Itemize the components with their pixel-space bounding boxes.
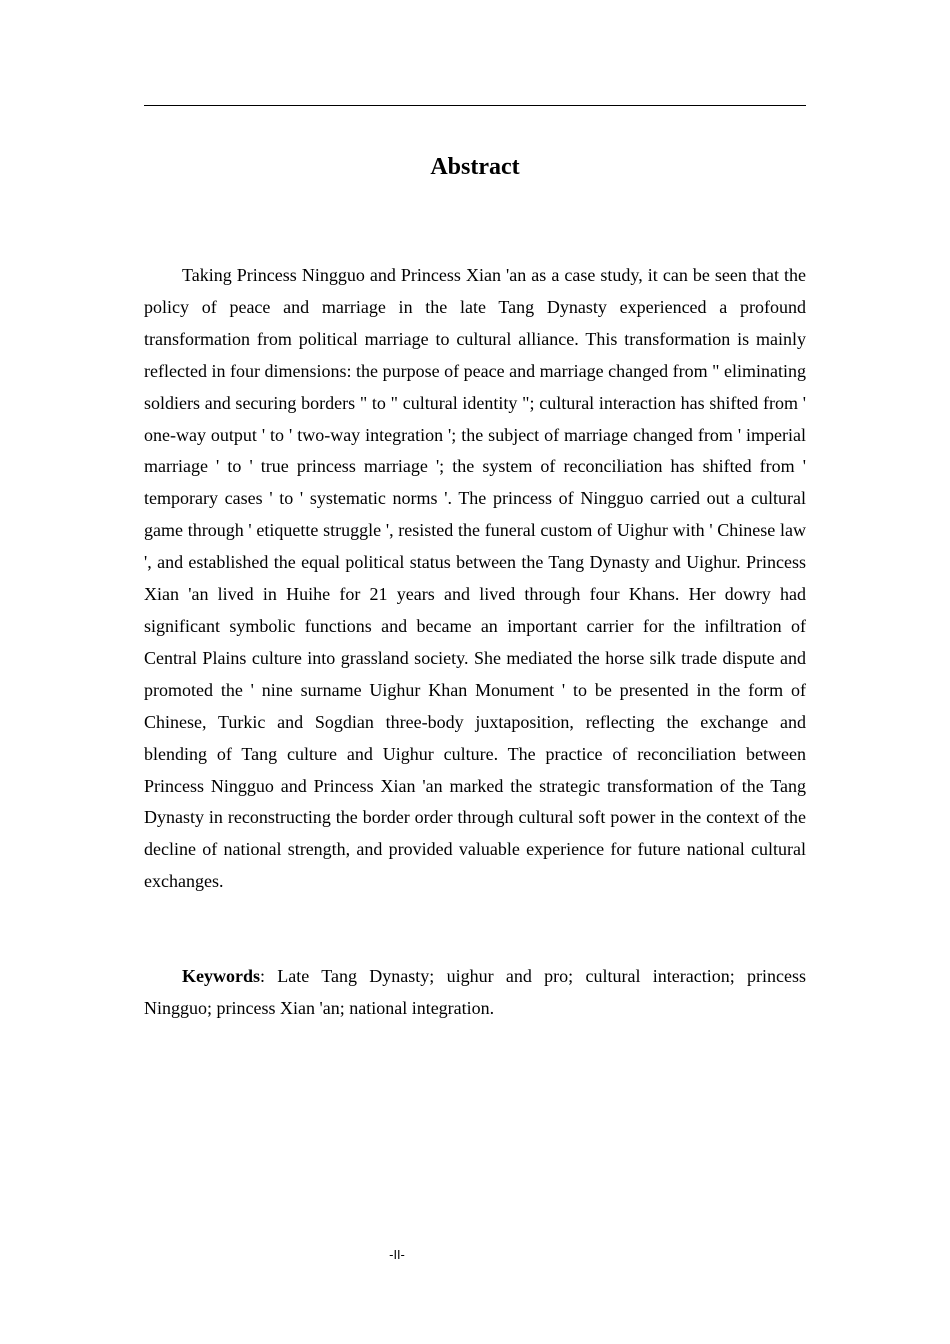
keywords-paragraph [144,961,806,1025]
keywords-text: : Late Tang Dynasty; uighur and pro; cultural interaction; princess Ningguo; princess Xian 'an; national integration. [144,966,806,1018]
abstract-body: Taking Princess Ningguo and Princess Xian 'an as a case study, it can be seen that the policy of peace and marriage in the late Tang Dynasty experienced a profound transformation from political marriage to cultural alliance. This transformation is mainly reflected in four dimensions: the purpose of peace and marriage changed from " eliminating soldiers and securing borders " to " cultural identity "; cultural interaction has shifted from ' one-way output ' to ' two-way integration '; the subject of marriage changed from ' imperial marriage ' to ' true princess marriage '; the system of reconciliation has shifted from ' temporary cases ' to ' systematic norms '. The princess of Ningguo carried out a cultural game through ' etiquette struggle ', resisted the funeral custom of Uighur with ' Chinese law ', and established the equal political status between the Tang Dynasty and Uighur. Princess Xian 'an lived in Huihe for 21 years and lived through four Khans. Her dowry had significant symbolic functions and became an important carrier for the infiltration of Central Plains culture into grassland society. She mediated the horse silk trade dispute and promoted the ' nine surname Uighur Khan Monument ' to be presented in the form of Chinese, Turkic and Sogdian three-body juxtaposition, reflecting the exchange and blending of Tang culture and Uighur culture. The practice of reconciliation between Princess Ningguo and Princess Xian 'an marked the strategic transformation of the Tang Dynasty in reconstructing the border order through cultural soft power in the context of the decline of national strength, and provided valuable experience for future national cultural exchanges. [144,265,806,892]
header-rule [144,105,806,106]
page-number: -II- [389,1248,405,1262]
abstract-title: Abstract [430,154,520,180]
keywords-label: Keywords [182,966,260,986]
